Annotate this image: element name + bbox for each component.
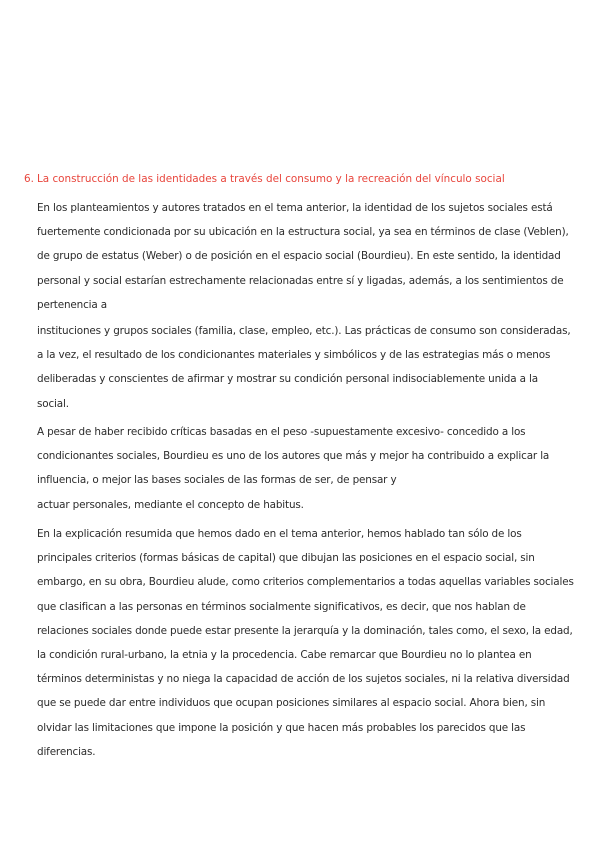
text-line: que se puede dar entre individuos que ocupan posiciones similares al espacio social. Ahora bien, sin <box>37 697 546 710</box>
text-line: En los planteamientos y autores tratados en el tema anterior, la identidad de los sujetos sociales está <box>37 202 553 214</box>
paragraph-3 <box>37 420 592 517</box>
text-line: social. <box>37 397 69 410</box>
text-line: a la vez, el resultado de los condicionantes materiales y simbólicos y de las estrategias más o menos <box>37 349 551 362</box>
text-line: términos deterministas y no niega la capacidad de acción de los sujetos sociales, ni la relativa diversidad <box>37 673 570 686</box>
section-heading <box>24 172 584 186</box>
text-line: instituciones y grupos sociales (familia, clase, empleo, etc.). Las prácticas de consumo son consideradas, <box>37 325 571 337</box>
text-line: olvidar las limitaciones que impone la posición y que hacen más probables los parecidos que las <box>37 721 526 734</box>
text-line: condicionantes sociales, Bourdieu es uno de los autores que más y mejor ha contribuido a explicar la <box>37 450 550 463</box>
text-line: fuertemente condicionada por su ubicación en la estructura social, ya sea en términos de clase (Veblen), <box>37 226 569 239</box>
text-line: En la explicación resumida que hemos dado en el tema anterior, hemos hablado tan sólo de los <box>37 528 522 540</box>
text-line: principales criterios (formas básicas de capital) que dibujan las posiciones en el espacio social, sin <box>37 552 535 565</box>
text-line: diferencias. <box>37 745 96 758</box>
paragraph-2 <box>37 319 592 416</box>
paragraph-4 <box>37 522 592 764</box>
text-line: A pesar de haber recibido críticas basadas en el peso -supuestamente excesivo- concedido a los <box>37 426 526 438</box>
text-line: relaciones sociales donde puede estar presente la jerarquía y la dominación, tales como, el sexo, la edad, <box>37 624 573 637</box>
section-title: La construcción de las identidades a través del consumo y la recreación del vínculo social <box>37 173 505 185</box>
paragraph-1 <box>37 196 592 317</box>
text-line: influencia, o mejor las bases sociales de las formas de ser, de pensar y <box>37 474 397 487</box>
text-line: que clasifican a las personas en términos socialmente significativos, es decir, que nos hablan de <box>37 600 526 613</box>
text-line: actuar personales, mediante el concepto de habitus. <box>37 498 304 511</box>
text-line: personal y social estarían estrechamente relacionadas entre sí y ligadas, además, a los sentimientos de <box>37 274 564 287</box>
text-line: pertenencia a <box>37 298 107 311</box>
text-line: embargo, en su obra, Bourdieu alude, como criterios complementarios a todas aquellas variables sociales <box>37 576 574 589</box>
text-line: deliberadas y conscientes de afirmar y mostrar su condición personal indisociablemente unida a la <box>37 373 538 386</box>
text-line: de grupo de estatus (Weber) o de posición en el espacio social (Bourdieu). En este sentido, la identidad <box>37 250 561 263</box>
section-number: 6. <box>24 173 34 185</box>
text-line: la condición rural-urbano, la etnia y la procedencia. Cabe remarcar que Bourdieu no lo plantea en <box>37 649 532 662</box>
